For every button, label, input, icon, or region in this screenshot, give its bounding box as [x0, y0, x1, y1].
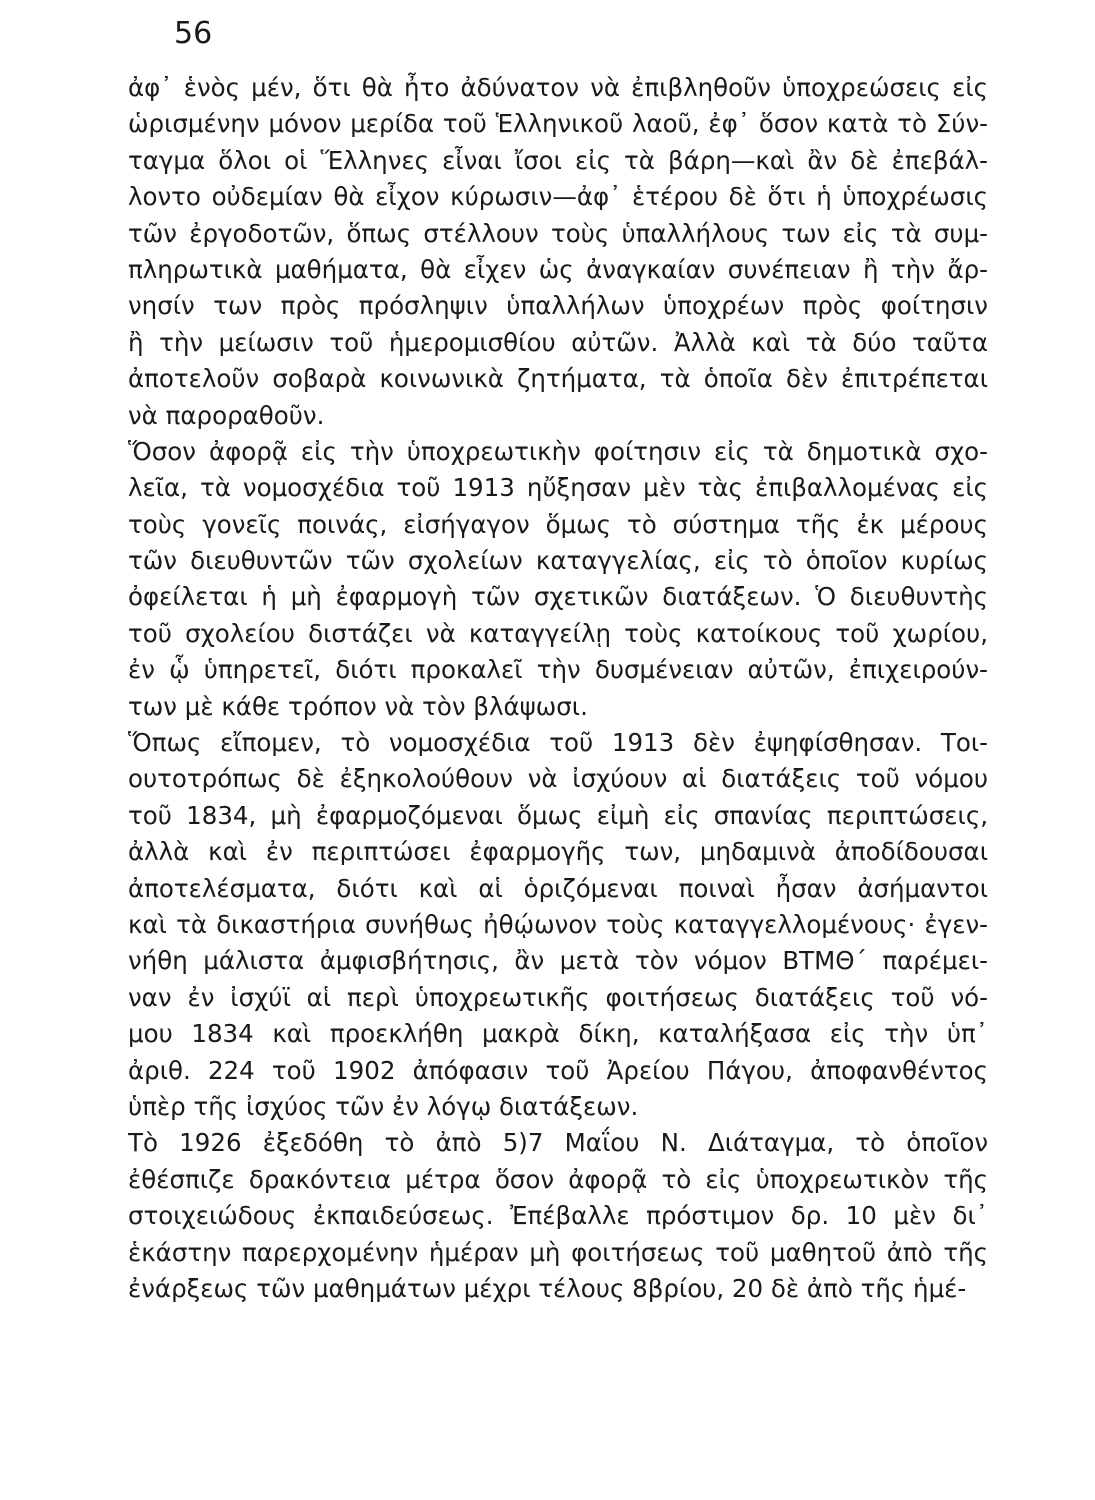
- text-line: μου 1834 καὶ προεκλήθη μακρὰ δίκη, καταλήξασα εἰς τὴν ὑπ᾽: [128, 1019, 988, 1049]
- paragraph-1: [128, 70, 988, 434]
- text-line: ἑκάστην παρερχομένην ἡμέραν μὴ φοιτήσεως τοῦ μαθητοῦ ἀπὸ τῆς: [128, 1237, 988, 1267]
- text-line: λοντο οὐδεμίαν θὰ εἶχον κύρωσιν—ἀφ᾽ ἑτέρου δὲ ὅτι ἡ ὑποχρέωσις: [128, 182, 988, 212]
- text-line: λεῖα, τὰ νομοσχέδια τοῦ 1913 ηὔξησαν μὲν τὰς ἐπιβαλλομένας εἰς: [128, 473, 988, 503]
- text-line: ταγμα ὅλοι οἱ Ἕλληνες εἶναι ἴσοι εἰς τὰ βάρη—καὶ ἂν δὲ ἐπεβάλ-: [128, 145, 988, 175]
- text-line: ὑπὲρ τῆς ἰσχύος τῶν ἐν λόγῳ διατάξεων.: [128, 1091, 639, 1121]
- text-line: στοιχειώδους ἐκπαιδεύσεως. Ἐπέβαλλε πρόστιμον δρ. 10 μὲν δι᾽: [128, 1201, 988, 1231]
- text-line: νησίν των πρὸς πρόσληψιν ὑπαλλήλων ὑποχρέων πρὸς φοίτησιν: [128, 291, 988, 321]
- text-line: νὰ παροραθοῦν.: [128, 400, 325, 430]
- text-line: ὡρισμένην μόνον μερίδα τοῦ Ἑλληνικοῦ λαοῦ, ἐφ᾽ ὅσον κατὰ τὸ Σύν-: [128, 109, 988, 139]
- text-line: Τὸ 1926 ἐξεδόθη τὸ ἀπὸ 5)7 Μαΐου Ν. Διάταγμα, τὸ ὁποῖον: [128, 1128, 988, 1158]
- text-line: των μὲ κάθε τρόπον νὰ τὸν βλάψωσι.: [128, 691, 588, 721]
- text-line: Ὅσον ἀφορᾷ εἰς τὴν ὑποχρεωτικὴν φοίτησιν εἰς τὰ δημοτικὰ σχο-: [128, 436, 988, 466]
- paragraph-3: [128, 725, 988, 1125]
- text-line: Ὅπως εἴπομεν, τὸ νομοσχέδια τοῦ 1913 δὲν ἐψηφίσθησαν. Τοι-: [128, 728, 988, 758]
- text-line: ἐνάρξεως τῶν μαθημάτων μέχρι τέλους 8βρίου, 20 δὲ ἀπὸ τῆς ἡμέ-: [128, 1273, 967, 1303]
- text-line: ναν ἐν ἰσχύϊ αἱ περὶ ὑποχρεωτικῆς φοιτήσεως διατάξεις τοῦ νό-: [128, 982, 988, 1012]
- text-line: ἐθέσπιζε δρακόντεια μέτρα ὅσον ἀφορᾷ τὸ εἰς ὑποχρεωτικὸν τῆς: [128, 1164, 988, 1194]
- text-line: πληρωτικὰ μαθήματα, θὰ εἶχεν ὡς ἀναγκαίαν συνέπειαν ἢ τὴν ἄρ-: [128, 254, 988, 284]
- paragraph-2: [128, 434, 988, 725]
- text-line: ἢ τὴν μείωσιν τοῦ ἡμερομισθίου αὐτῶν. Ἀλλὰ καὶ τὰ δύο ταῦτα: [128, 327, 988, 357]
- text-line: ουτοτρόπως δὲ ἐξηκολούθουν νὰ ἰσχύουν αἱ διατάξεις τοῦ νόμου: [128, 764, 988, 794]
- text-line: τοὺς γονεῖς ποινάς, εἰσήγαγον ὅμως τὸ σύστημα τῆς ἐκ μέρους: [128, 509, 988, 539]
- text-line: τῶν ἐργοδοτῶν, ὅπως στέλλουν τοὺς ὑπαλλήλους των εἰς τὰ συμ-: [128, 218, 988, 248]
- text-line: καὶ τὰ δικαστήρια συνήθως ἠθῴωνον τοὺς καταγγελλομένους· ἐγεν-: [128, 909, 988, 939]
- text-line: τοῦ σχολείου διστάζει νὰ καταγγείλῃ τοὺς κατοίκους τοῦ χωρίου,: [128, 618, 988, 648]
- text-line: ἀφ᾽ ἑνὸς μέν, ὅτι θὰ ἦτο ἀδύνατον νὰ ἐπιβληθοῦν ὑποχρεώσεις εἰς: [128, 73, 988, 102]
- text-line: ὀφείλεται ἡ μὴ ἐφαρμογὴ τῶν σχετικῶν διατάξεων. Ὁ διευθυντὴς: [128, 582, 988, 612]
- page-number: 56: [174, 16, 213, 51]
- text-line: τῶν διευθυντῶν τῶν σχολείων καταγγελίας, εἰς τὸ ὁποῖον κυρίως: [128, 546, 988, 576]
- body-text: [128, 70, 988, 1307]
- text-line: ἀριθ. 224 τοῦ 1902 ἀπόφασιν τοῦ Ἀρείου Πάγου, ἀποφανθέντος: [128, 1055, 988, 1085]
- text-line: ἐν ᾧ ὑπηρετεῖ, διότι προκαλεῖ τὴν δυσμένειαν αὐτῶν, ἐπιχειρούν-: [128, 655, 988, 685]
- text-line: τοῦ 1834, μὴ ἐφαρμοζόμεναι ὅμως εἰμὴ εἰς σπανίας περιπτώσεις,: [128, 800, 988, 830]
- text-line: ἀποτελέσματα, διότι καὶ αἱ ὁριζόμεναι ποιναὶ ἦσαν ἀσήμαντοι: [128, 873, 988, 903]
- paragraph-4: [128, 1125, 988, 1307]
- text-line: νήθη μάλιστα ἀμφισβήτησις, ἂν μετὰ τὸν νόμον ΒΤΜΘ΄ παρέμει-: [128, 946, 988, 976]
- text-line: ἀποτελοῦν σοβαρὰ κοινωνικὰ ζητήματα, τὰ ὁποῖα δὲν ἐπιτρέπεται: [128, 364, 988, 394]
- text-line: ἀλλὰ καὶ ἐν περιπτώσει ἐφαρμογῆς των, μηδαμινὰ ἀποδίδουσαι: [128, 837, 988, 867]
